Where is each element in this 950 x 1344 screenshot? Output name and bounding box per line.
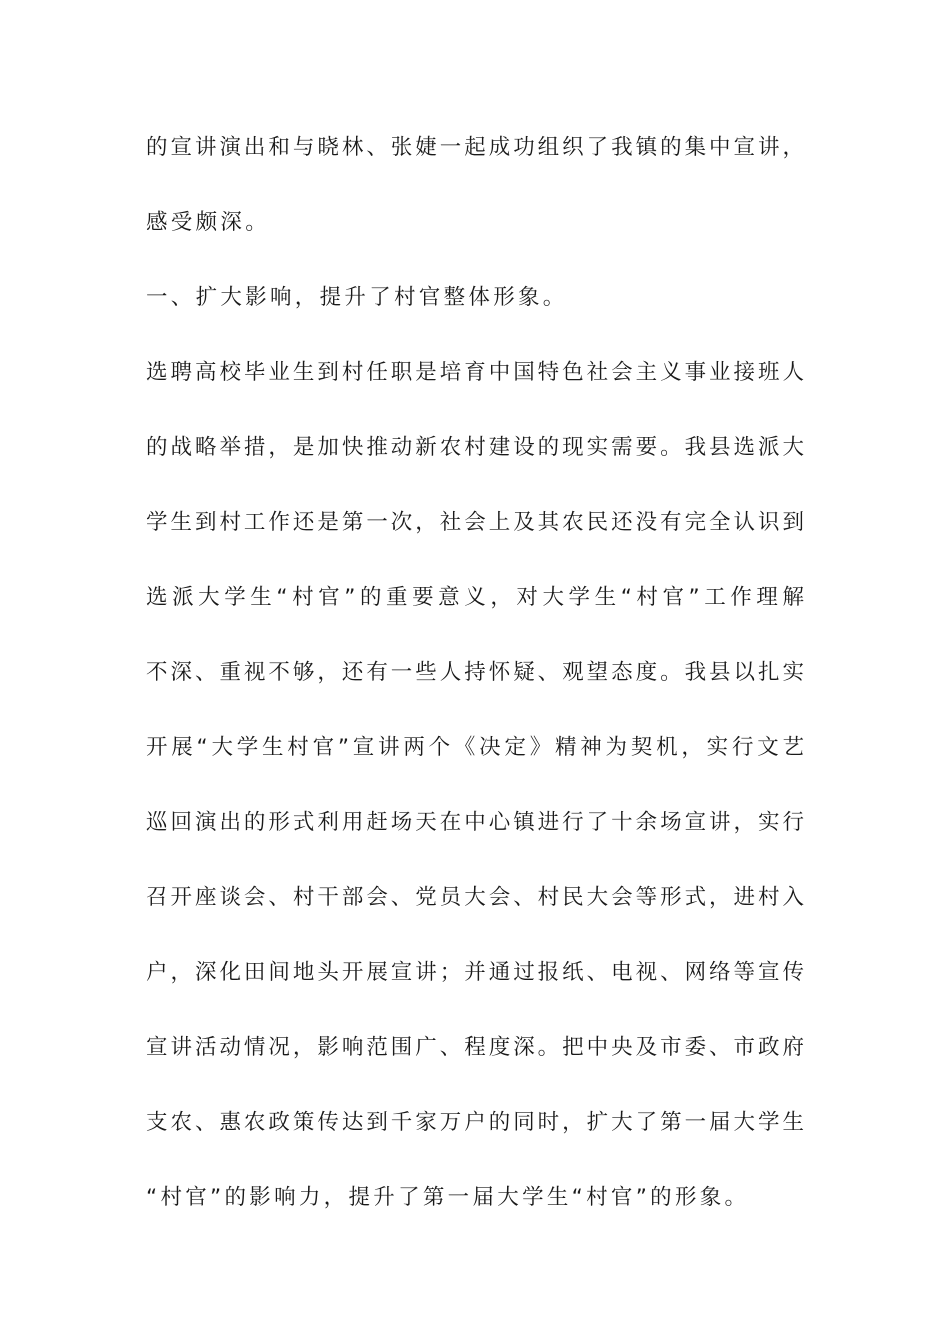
text-line: “村官”的影响力，提升了第一届大学生“村官”的形象。 bbox=[146, 1185, 750, 1210]
text-line: 宣讲活动情况，影响范围广、程度深。把中央及市委、市政府 bbox=[146, 1035, 804, 1060]
text-line: 户，深化田间地头开展宣讲；并通过报纸、电视、网络等宣传 bbox=[146, 960, 804, 985]
text-line: 选派大学生“村官”的重要意义，对大学生“村官”工作理解 bbox=[146, 585, 804, 610]
section-heading: 一、扩大影响，提升了村官整体形象。 bbox=[146, 285, 568, 310]
text-line: 感受颇深。 bbox=[146, 210, 271, 235]
text-line: 开展“大学生村官”宣讲两个《决定》精神为契机，实行文艺 bbox=[146, 735, 804, 760]
text-line: 选聘高校毕业生到村任职是培育中国特色社会主义事业接班人 bbox=[146, 360, 804, 385]
text-line: 支农、惠农政策传达到千家万户的同时，扩大了第一届大学生 bbox=[146, 1110, 804, 1135]
text-line: 的宣讲演出和与晓林、张婕一起成功组织了我镇的集中宣讲， bbox=[146, 135, 804, 160]
text-line: 学生到村工作还是第一次，社会上及其农民还没有完全认识到 bbox=[146, 510, 804, 535]
text-line: 巡回演出的形式利用赶场天在中心镇进行了十余场宣讲，实行 bbox=[146, 810, 804, 835]
text-line: 的战略举措，是加快推动新农村建设的现实需要。我县选派大 bbox=[146, 435, 804, 460]
text-line: 召开座谈会、村干部会、党员大会、村民大会等形式，进村入 bbox=[146, 885, 804, 910]
text-line: 不深、重视不够，还有一些人持怀疑、观望态度。我县以扎实 bbox=[146, 660, 804, 685]
